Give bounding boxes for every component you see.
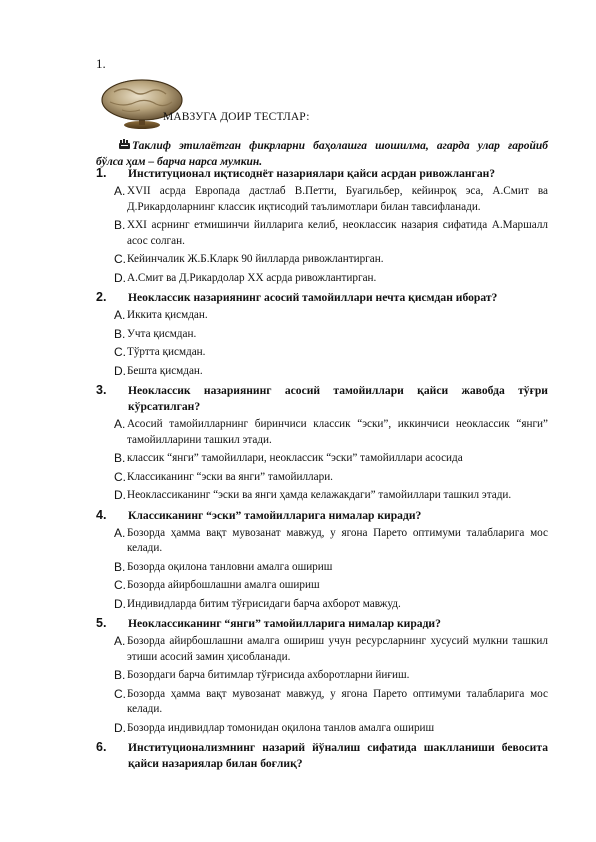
answer-list: [114, 417, 548, 504]
answer-option[interactable]: [114, 252, 548, 268]
answer-letter: B.: [114, 668, 126, 682]
answer-text: А.Смит ва Д.Рикардолар ХХ асрда ривожлантирган.: [127, 271, 377, 284]
answer-letter: A.: [114, 184, 126, 198]
answer-text: Неоклассиканинг “эски ва янги ҳамда келажакдаги” тамойиллари ташкил этади.: [127, 489, 512, 501]
question-text: Неоклассик назариянинг асосий тамойиллари нечта қисмдан иборат?: [128, 291, 498, 304]
answer-option[interactable]: [114, 597, 548, 613]
intro-line-2: бўлса ҳам – барча нарса мумкин.: [96, 156, 263, 168]
answer-text: Бозорда оқилона танловни амалга ошириш: [127, 560, 333, 573]
answer-text: XXI асрнинг етмишинчи йилларига келиб, неоклассик назария сифатида А.Маршалл асос солган.: [127, 219, 548, 247]
answer-letter: A.: [114, 417, 126, 431]
answer-letter: C.: [114, 345, 126, 359]
answer-option[interactable]: [114, 526, 548, 557]
answer-option[interactable]: [114, 184, 548, 215]
answer-list: [114, 526, 548, 613]
answer-text: Бозорда айирбошлашни амалга ошириш: [127, 579, 320, 591]
answer-option[interactable]: [114, 417, 548, 448]
answer-text: Бозорда ҳамма вақт мувозанат мавжуд, у ягона Парето оптимуми талабларига мос келади.: [127, 687, 548, 715]
question-5: [96, 616, 548, 736]
answer-letter: D.: [114, 488, 126, 502]
page-number: 1.: [96, 56, 106, 71]
answer-list: [114, 184, 548, 286]
answer-option[interactable]: [114, 327, 548, 343]
answer-letter: D.: [114, 596, 126, 611]
question-number: 1.: [96, 166, 107, 180]
answer-letter: C.: [114, 686, 126, 701]
answer-letter: D.: [114, 720, 126, 735]
question-number: 5.: [96, 616, 107, 630]
answer-option[interactable]: [114, 560, 548, 576]
question-text: Институционализмнинг назарий йўналиш сифатида шаклланиши бевосита қайси назариялар билан боғлиқ?: [128, 741, 548, 770]
question-2: [96, 290, 548, 379]
answer-letter: D.: [114, 270, 126, 285]
answer-letter: B.: [114, 451, 126, 465]
answer-text: классик “янги” тамойиллари, неоклассик “эски” тамойиллари асосида: [127, 452, 463, 464]
question-number: 4.: [96, 507, 107, 522]
question-number: 2.: [96, 290, 107, 304]
question-6: [96, 740, 548, 772]
answer-text: Классиканинг “эски ва янги” тамойиллари.: [127, 470, 333, 483]
question-text: Классиканинг “эски” тамойилларига нималар киради?: [128, 508, 422, 522]
answer-letter: B.: [114, 326, 126, 341]
question-1: [96, 166, 548, 286]
page-title: МАВЗУГА ДОИР ТЕСТЛАР:: [163, 111, 310, 123]
answer-text: Бозордаги барча битимлар тўғрисида ахборотларни йиғиш.: [127, 669, 410, 681]
answer-letter: A.: [114, 634, 126, 648]
answer-option[interactable]: [114, 271, 548, 287]
answer-list: [114, 634, 548, 736]
question-3: [96, 383, 548, 504]
intro-line-1: [96, 138, 548, 154]
answer-option[interactable]: [114, 218, 548, 249]
intro-text-1: Таклиф этилаётган фикрларни баҳолашга шошилма, агарда улар ғаройиб: [132, 140, 548, 152]
answer-letter: C.: [114, 252, 126, 266]
answer-text: Индивидларда битим тўғрисидаги барча ахборот мавжуд.: [127, 597, 401, 610]
answer-letter: B.: [114, 218, 126, 232]
answer-letter: B.: [114, 559, 126, 574]
answer-option[interactable]: [114, 634, 548, 665]
answer-option[interactable]: [114, 668, 548, 684]
answer-text: Асосий тамойилларнинг биринчиси классик “эски”, иккинчиси неоклассик “янги” тамойилларини ташкил этади.: [127, 418, 548, 446]
question-list: [96, 166, 548, 776]
answer-text: Бозорда ҳамма вақт мувозанат мавжуд, у ягона Парето оптимуми талабларига мос келади.: [127, 526, 548, 554]
answer-option[interactable]: [114, 687, 548, 718]
answer-text: Учта қисмдан.: [127, 327, 197, 340]
answer-text: Кейинчалик Ж.Б.Кларк 90 йилларда ривожлантирган.: [127, 253, 384, 265]
question-4: [96, 508, 548, 613]
hand-pointer-icon: [118, 138, 131, 150]
answer-text: Бешта қисмдан.: [127, 364, 203, 377]
question-number: 6.: [96, 740, 107, 754]
question-text: Неоклассиканинг “янги” тамойилларига нималар киради?: [128, 617, 441, 630]
answer-option[interactable]: [114, 578, 548, 594]
answer-option[interactable]: [114, 364, 548, 380]
answer-text: Тўртта қисмдан.: [127, 346, 206, 358]
question-text: Институционал иқтисоднёт назариялари қайси асрдан ривожланган?: [128, 167, 496, 180]
answer-letter: C.: [114, 578, 126, 592]
question-text: Неоклассик назариянинг асосий тамойиллари қайси жавобда тўғри кўрсатилган?: [128, 384, 548, 413]
answer-text: XVII асрда Европада дастлаб В.Петти, Буагильбер, кейинроқ эса, А.Смит ва Д.Рикардоларнинг классик иқтисодий таълимотлари билан тавсифланади.: [127, 185, 548, 213]
answer-text: Бозорда индивидлар томонидан оқилона танлов амалга ошириш: [127, 721, 435, 734]
answer-option[interactable]: [114, 470, 548, 486]
answer-option[interactable]: [114, 488, 548, 504]
answer-letter: A.: [114, 308, 126, 322]
question-number: 3.: [96, 383, 107, 397]
answer-list: [114, 308, 548, 379]
answer-letter: A.: [114, 525, 126, 540]
answer-option[interactable]: [114, 345, 548, 361]
answer-option[interactable]: [114, 451, 548, 467]
answer-letter: C.: [114, 469, 126, 484]
answer-text: Бозорда айирбошлашни амалга ошириш учун ресурсларнинг хусусий мулкни ташкил этиши асосий замин ҳисобланади.: [127, 635, 548, 663]
answer-text: Иккита қисмдан.: [127, 309, 208, 321]
answer-option[interactable]: [114, 721, 548, 737]
answer-option[interactable]: [114, 308, 548, 324]
answer-letter: D.: [114, 363, 126, 378]
